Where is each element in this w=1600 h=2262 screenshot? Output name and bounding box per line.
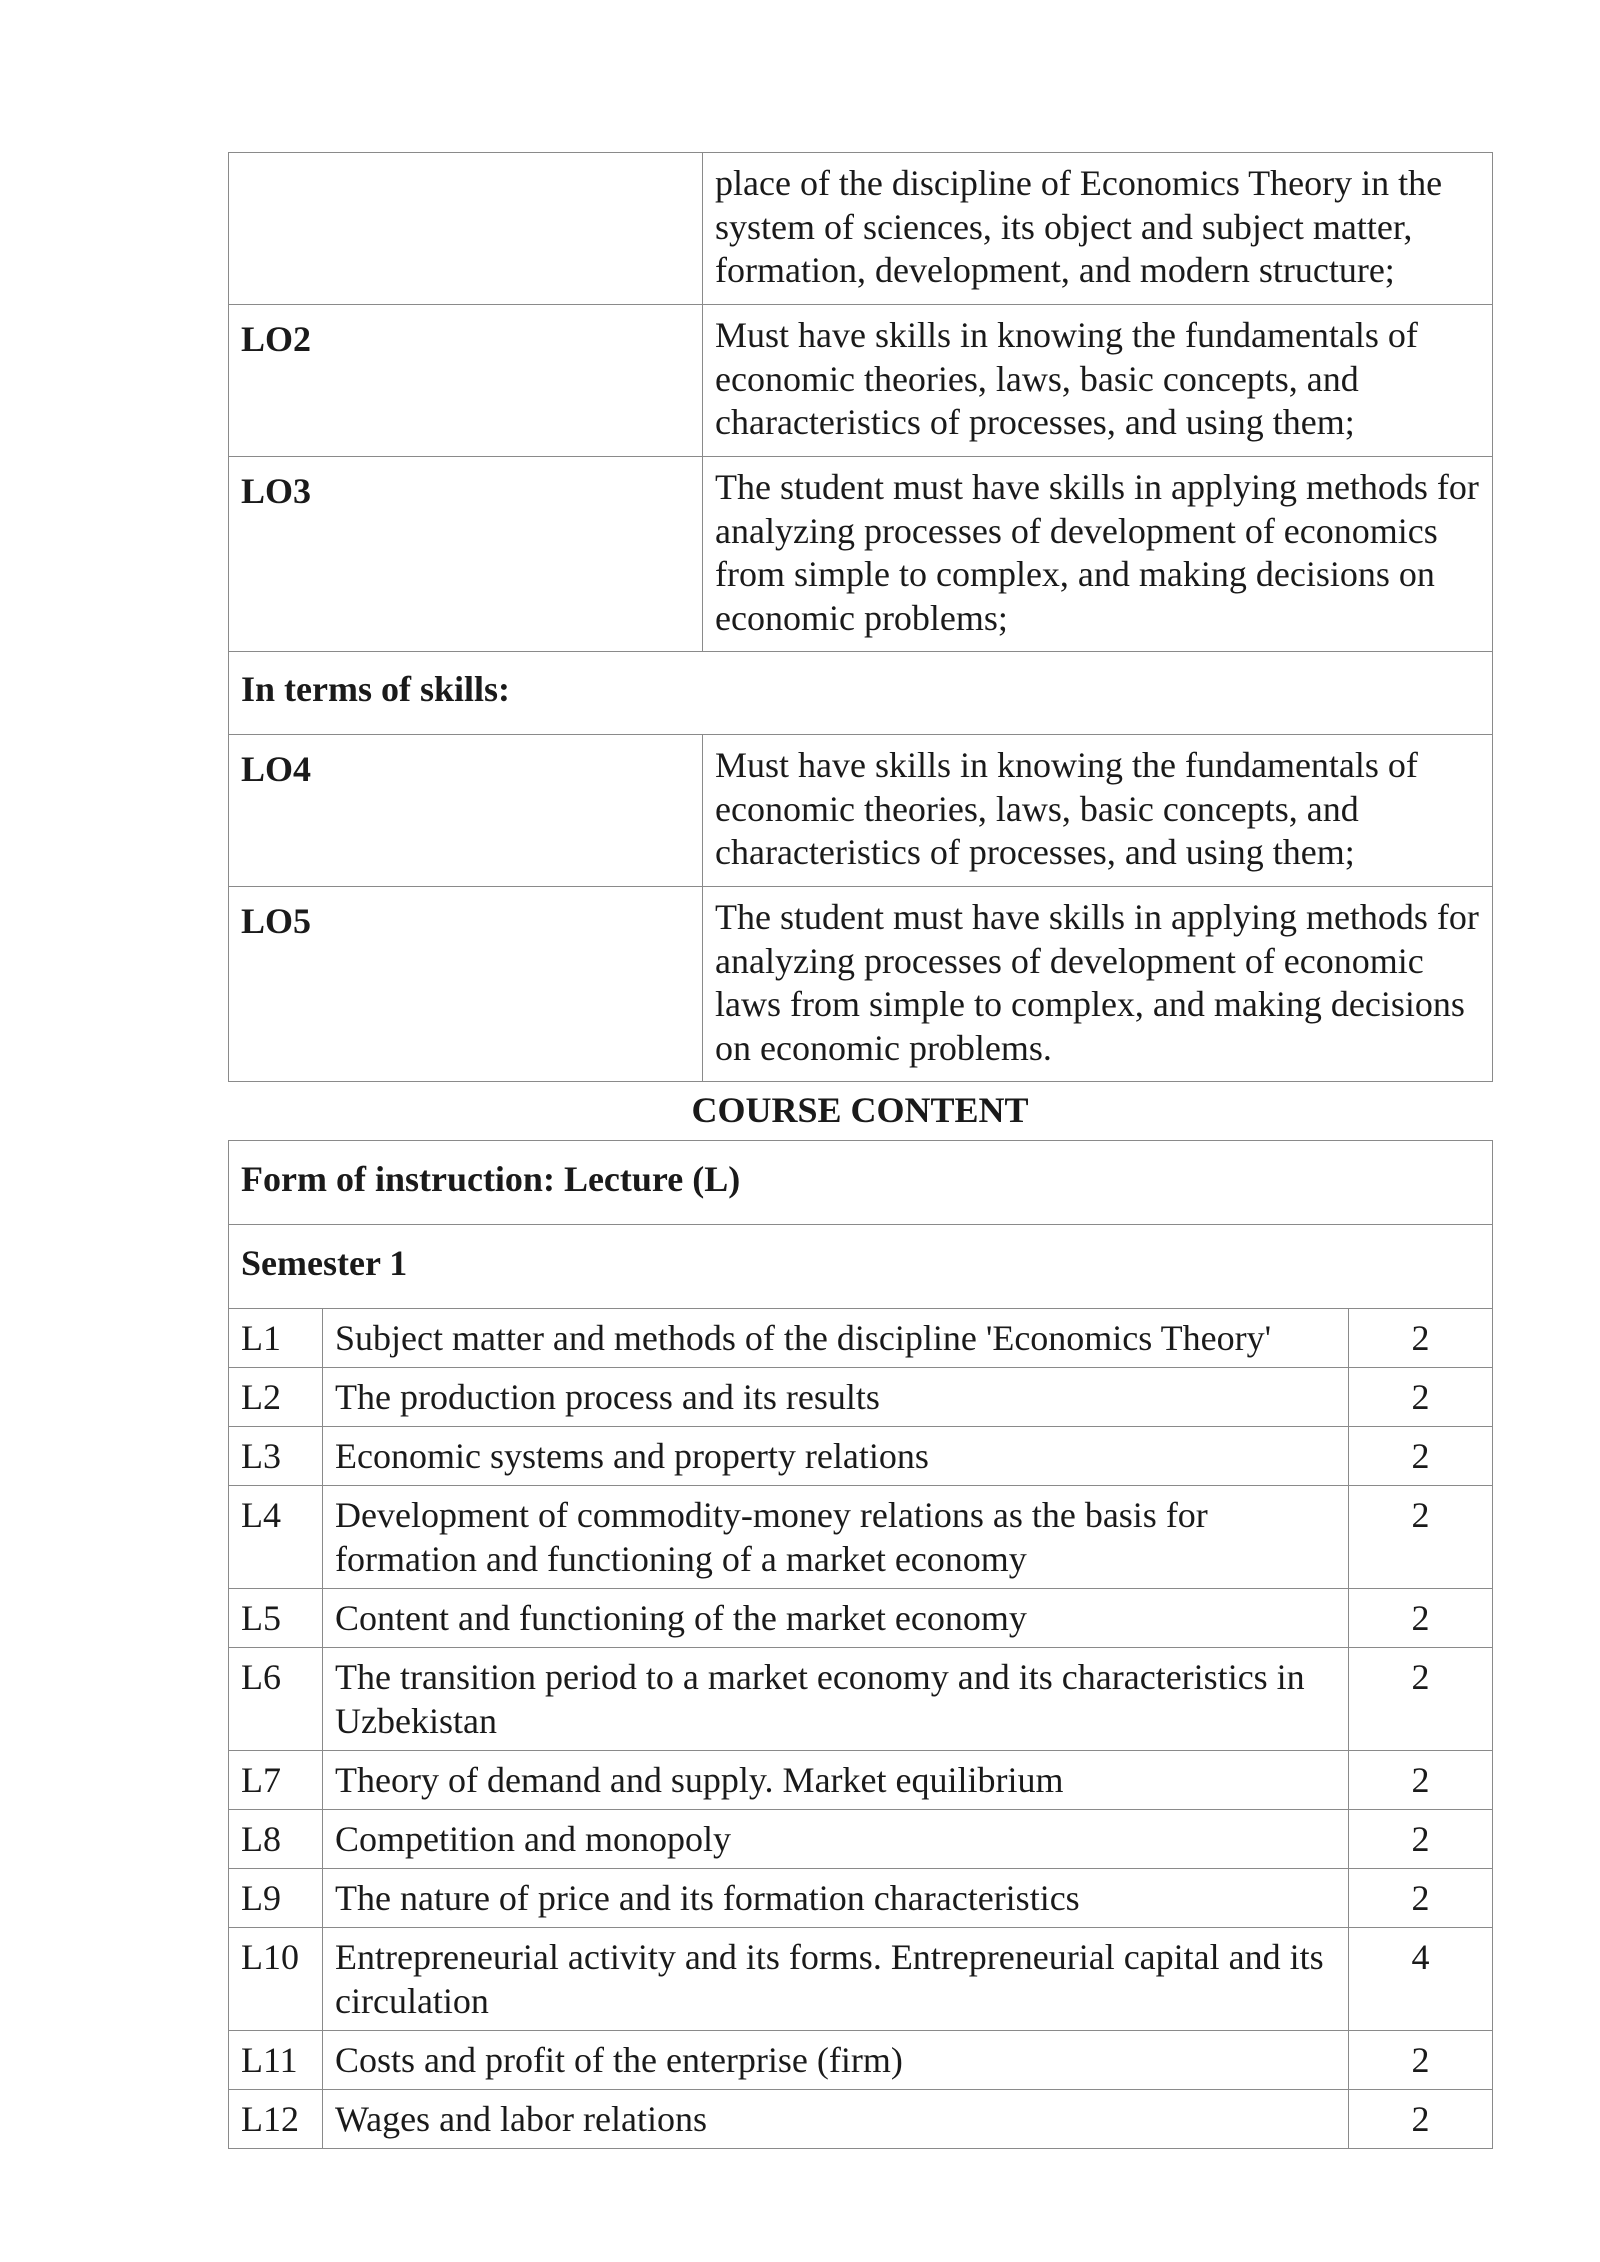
lecture-topic: Development of commodity-money relations as the basis for formation and functioning of a market economy <box>323 1486 1349 1589</box>
lecture-topic: Competition and monopoly <box>323 1810 1349 1869</box>
lecture-topic: Content and functioning of the market economy <box>323 1589 1349 1648</box>
lecture-topic: Theory of demand and supply. Market equilibrium <box>323 1751 1349 1810</box>
lecture-topic: The production process and its results <box>323 1368 1349 1427</box>
semester-heading: Semester 1 <box>229 1225 1493 1309</box>
table-row <box>229 2090 1493 2149</box>
outcome-code: LO2 <box>229 305 703 457</box>
lecture-hours: 2 <box>1349 2031 1493 2090</box>
table-row <box>229 1810 1493 1869</box>
outcome-code: LO3 <box>229 457 703 652</box>
lecture-topic: Subject matter and methods of the discipline 'Economics Theory' <box>323 1309 1349 1368</box>
table-row <box>229 1225 1493 1309</box>
table-row <box>229 1486 1493 1589</box>
lecture-hours: 4 <box>1349 1928 1493 2031</box>
form-of-instruction: Form of instruction: Lecture (L) <box>229 1141 1493 1225</box>
lecture-hours: 2 <box>1349 1309 1493 1368</box>
lecture-topic: The transition period to a market economy and its characteristics in Uzbekistan <box>323 1648 1349 1751</box>
lecture-hours: 2 <box>1349 2090 1493 2149</box>
lecture-hours: 2 <box>1349 1427 1493 1486</box>
outcome-code <box>229 153 703 305</box>
document-page <box>228 152 1492 2149</box>
table-row <box>229 1368 1493 1427</box>
outcome-code: LO4 <box>229 735 703 887</box>
lecture-code: L5 <box>229 1589 323 1648</box>
lecture-code: L7 <box>229 1751 323 1810</box>
table-row <box>229 1751 1493 1810</box>
table-row <box>229 1309 1493 1368</box>
lecture-hours: 2 <box>1349 1751 1493 1810</box>
lecture-code: L3 <box>229 1427 323 1486</box>
table-row <box>229 457 1493 652</box>
table-row <box>229 1648 1493 1751</box>
lecture-code: L2 <box>229 1368 323 1427</box>
lecture-code: L8 <box>229 1810 323 1869</box>
lecture-hours: 2 <box>1349 1589 1493 1648</box>
lecture-topic: Economic systems and property relations <box>323 1427 1349 1486</box>
outcome-text: Must have skills in knowing the fundamentals of economic theories, laws, basic concepts, and characteristics of processes, and using them; <box>703 735 1493 887</box>
outcome-text: Must have skills in knowing the fundamentals of economic theories, laws, basic concepts, and characteristics of processes, and using them; <box>703 305 1493 457</box>
lecture-hours: 2 <box>1349 1869 1493 1928</box>
skills-heading: In terms of skills: <box>229 652 1493 735</box>
course-content-table <box>228 1140 1493 2149</box>
lecture-hours: 2 <box>1349 1368 1493 1427</box>
table-row <box>229 1141 1493 1225</box>
lecture-hours: 2 <box>1349 1648 1493 1751</box>
lecture-code: L11 <box>229 2031 323 2090</box>
lecture-code: L12 <box>229 2090 323 2149</box>
learning-outcomes-table <box>228 152 1493 1082</box>
lecture-topic: Wages and labor relations <box>323 2090 1349 2149</box>
lecture-code: L4 <box>229 1486 323 1589</box>
table-row <box>229 887 1493 1082</box>
lecture-topic: Entrepreneurial activity and its forms. Entrepreneurial capital and its circulation <box>323 1928 1349 2031</box>
table-row <box>229 2031 1493 2090</box>
lecture-code: L6 <box>229 1648 323 1751</box>
table-row <box>229 305 1493 457</box>
lecture-code: L1 <box>229 1309 323 1368</box>
outcome-text: The student must have skills in applying methods for analyzing processes of development of economics from simple to complex, and making decisions on economic problems; <box>703 457 1493 652</box>
lecture-code: L10 <box>229 1928 323 2031</box>
section-title: COURSE CONTENT <box>691 1090 1029 1130</box>
table-row <box>229 153 1493 305</box>
outcome-text: The student must have skills in applying methods for analyzing processes of development of economic laws from simple to complex, and making decisions on economic problems. <box>703 887 1493 1082</box>
lecture-topic: Costs and profit of the enterprise (firm) <box>323 2031 1349 2090</box>
table-row <box>229 735 1493 887</box>
lecture-hours: 2 <box>1349 1810 1493 1869</box>
table-row <box>229 1589 1493 1648</box>
table-row <box>229 1928 1493 2031</box>
table-row <box>229 652 1493 735</box>
lecture-code: L9 <box>229 1869 323 1928</box>
table-row <box>229 1869 1493 1928</box>
lecture-hours: 2 <box>1349 1486 1493 1589</box>
outcome-text: place of the discipline of Economics Theory in the system of sciences, its object and subject matter, formation, development, and modern structure; <box>703 153 1493 305</box>
lecture-topic: The nature of price and its formation characteristics <box>323 1869 1349 1928</box>
outcome-code: LO5 <box>229 887 703 1082</box>
table-row <box>229 1427 1493 1486</box>
